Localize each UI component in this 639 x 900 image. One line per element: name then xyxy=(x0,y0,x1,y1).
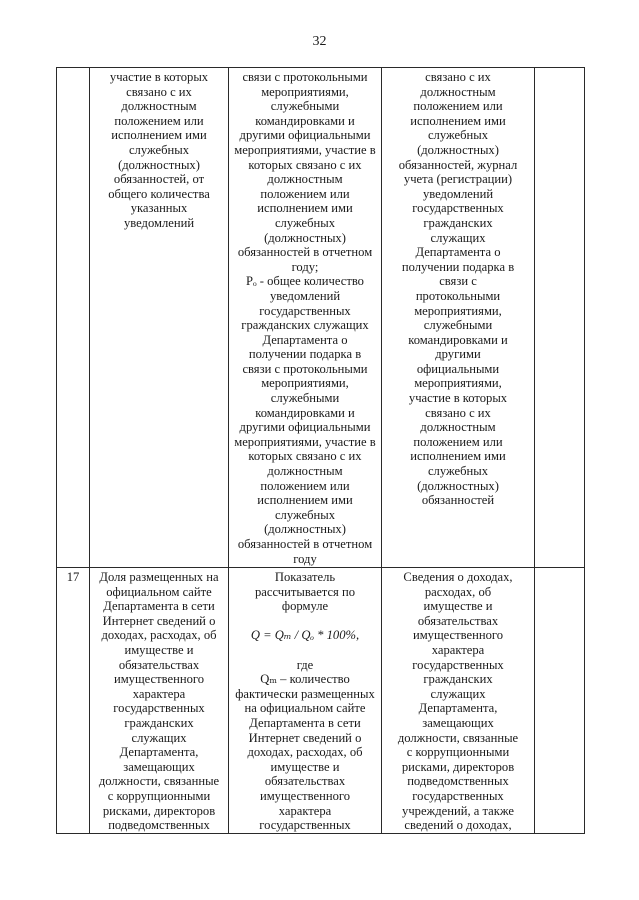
text-line: общего количества xyxy=(108,186,210,201)
text-line: указанных xyxy=(130,201,188,216)
row-number-cell xyxy=(57,568,90,834)
text-line: Департамента в сети xyxy=(103,599,215,614)
text-line: служебных xyxy=(274,215,336,230)
text-line: доходах, расходах, об xyxy=(101,628,217,643)
text-line: мероприятиями, участие в xyxy=(234,434,376,449)
text-line: замещающих xyxy=(422,715,494,730)
text-line: имущественного xyxy=(412,628,504,643)
data-source-cell xyxy=(382,568,535,834)
calculation-method-text xyxy=(229,68,381,566)
text-line: получении подарка в xyxy=(248,347,362,362)
text-line: гражданских xyxy=(423,672,493,687)
text-line: учета (регистрации) xyxy=(403,172,513,187)
text-line: командировками и xyxy=(408,332,508,347)
indicator-name-text xyxy=(90,568,228,833)
text-line: Департамента о xyxy=(415,245,501,260)
text-line: Департамента, xyxy=(119,745,199,760)
text-line: другими официальными xyxy=(239,420,371,435)
calculation-method-cell xyxy=(229,68,382,568)
text-line: исполнением ими xyxy=(257,493,353,508)
text-line: которых связано с их xyxy=(248,449,362,464)
text-line: гражданских xyxy=(124,715,194,730)
text-line: году xyxy=(293,551,317,566)
text-line: исполнением ими xyxy=(410,449,506,464)
text-line: государственных xyxy=(412,201,504,216)
text-line: должностным xyxy=(267,464,343,479)
text-line: служебными xyxy=(270,391,340,406)
text-line: обязанностей в отчетном xyxy=(237,245,373,260)
text-line: имущественного xyxy=(259,788,351,803)
indicator-name-cell xyxy=(90,568,229,834)
indicator-name-text xyxy=(90,68,228,231)
text-line: другими официальными xyxy=(239,128,371,143)
text-line: Департамента в сети xyxy=(249,715,361,730)
text-line: доходах, расходах, об xyxy=(247,745,363,760)
text-line: служебных xyxy=(427,128,489,143)
text-line: (должностных) xyxy=(264,522,346,537)
data-source-text xyxy=(382,68,534,508)
text-line: связи с протокольными xyxy=(242,70,368,84)
text-line: должности, связанные xyxy=(98,774,220,789)
text-line: связано с их xyxy=(425,70,491,84)
indicator-table xyxy=(56,67,585,834)
text-line: должностным xyxy=(420,420,496,435)
text-line: должностным xyxy=(121,99,197,114)
text-line: году; xyxy=(291,259,319,274)
text-line: связано с их xyxy=(425,405,491,420)
text-line: участие в которых xyxy=(408,391,508,406)
text-line: обязанностей, журнал xyxy=(398,157,518,172)
table-row xyxy=(57,68,585,568)
text-line: служебных xyxy=(427,464,489,479)
text-line: уведомлений xyxy=(269,288,341,303)
text-line: учреждений, а также xyxy=(402,803,514,818)
text-line: положением или xyxy=(114,113,204,128)
text-line: связи с xyxy=(439,274,477,289)
text-line: исполнением ими xyxy=(257,201,353,216)
text-line: где xyxy=(296,657,314,672)
text-line: исполнением ими xyxy=(111,128,207,143)
text-line: уведомлений xyxy=(422,186,494,201)
text-line: государственных xyxy=(113,701,205,716)
text-line: должностным xyxy=(420,84,496,99)
text-line: официальными xyxy=(416,361,500,376)
text-line: положением или xyxy=(260,478,350,493)
text-line: расходах, об xyxy=(424,584,492,599)
notes-cell xyxy=(535,568,585,834)
text-line: Доля размещенных на xyxy=(99,570,219,584)
text-line: замещающих xyxy=(123,759,195,774)
text-line: мероприятиями, xyxy=(261,84,349,99)
text-line: командировками и xyxy=(255,405,355,420)
text-line: Q = Qₘ / Qₒ * 100%, xyxy=(250,628,360,643)
text-line: рисками, директоров xyxy=(401,759,515,774)
text-line: (должностных) xyxy=(417,142,499,157)
text-line: служебных xyxy=(274,507,336,522)
data-source-cell xyxy=(382,68,535,568)
row-number: 17 xyxy=(66,570,80,584)
text-line: Qₘ – количество xyxy=(260,672,350,687)
text-line: государственных xyxy=(412,788,504,803)
text-line: подведомственных xyxy=(407,774,509,789)
calculation-method-cell xyxy=(229,568,382,834)
text-line: Интернет сведений о xyxy=(102,613,216,628)
text-line: другими xyxy=(435,347,481,362)
text-line: служебных xyxy=(128,142,190,157)
text-line: государственных xyxy=(259,818,351,833)
text-line: которых связано с их xyxy=(248,157,362,172)
text-line: участие в которых xyxy=(109,70,209,84)
text-line: мероприятиями, xyxy=(414,303,502,318)
text-line: на официальном сайте xyxy=(244,701,366,716)
text-line: обязанностей, от xyxy=(113,172,205,187)
text-line: связи с протокольными xyxy=(242,361,368,376)
text-line xyxy=(233,614,377,629)
table-row xyxy=(57,568,585,834)
text-line: связано с их xyxy=(126,84,192,99)
text-line: гражданских xyxy=(423,215,493,230)
text-line: имуществе и xyxy=(270,759,340,774)
text-line: обязательствах xyxy=(264,774,346,789)
text-line: официальном сайте xyxy=(106,584,212,599)
text-line: положением или xyxy=(413,434,503,449)
text-line: Департамента, xyxy=(418,701,498,716)
text-line: Показатель xyxy=(274,570,336,584)
text-line: (должностных) xyxy=(264,230,346,245)
text-line: государственных xyxy=(259,303,351,318)
text-line: Сведения о доходах, xyxy=(403,570,513,584)
calculation-method-text xyxy=(229,568,381,833)
text-line: Pₒ - общее количество xyxy=(246,274,364,289)
text-line: исполнением ими xyxy=(410,113,506,128)
text-line: рисками, директоров xyxy=(102,803,216,818)
text-line: должности, связанные xyxy=(397,730,519,745)
text-line: (должностных) xyxy=(417,478,499,493)
text-line: имуществе и xyxy=(423,599,493,614)
text-line: обязательствах xyxy=(417,613,499,628)
text-line: характера xyxy=(132,686,186,701)
text-line: с коррупционными xyxy=(406,745,510,760)
data-source-text xyxy=(382,568,534,833)
text-line: служащих xyxy=(131,730,187,745)
text-line: командировками и xyxy=(255,113,355,128)
page-number: 32 xyxy=(312,34,327,49)
indicator-name-cell xyxy=(90,68,229,568)
text-line: сведений о доходах, xyxy=(404,818,512,833)
text-line: обязанностей xyxy=(421,493,495,508)
text-line: рассчитывается по xyxy=(254,584,356,599)
text-line: уведомлений xyxy=(123,215,195,230)
text-line: характера xyxy=(431,642,485,657)
text-line: протокольными xyxy=(415,288,501,303)
text-line: обязательствах xyxy=(118,657,200,672)
text-line: мероприятиями, xyxy=(414,376,502,391)
text-line: гражданских служащих xyxy=(241,318,369,333)
text-line: государственных xyxy=(412,657,504,672)
text-line: характера xyxy=(278,803,332,818)
text-line: Интернет сведений о xyxy=(248,730,362,745)
text-line: служебными xyxy=(270,99,340,114)
text-line: положением или xyxy=(260,186,350,201)
text-line: имуществе и xyxy=(124,642,194,657)
text-line: получении подарка в xyxy=(401,259,515,274)
text-line: мероприятиями, участие в xyxy=(234,142,376,157)
text-line: фактически размещенных xyxy=(235,686,375,701)
text-line: служащих xyxy=(430,686,486,701)
text-line: подведомственных xyxy=(108,818,210,833)
notes-cell xyxy=(535,68,585,568)
text-line: (должностных) xyxy=(118,157,200,172)
text-line: имущественного xyxy=(113,672,205,687)
text-line: должностным xyxy=(267,172,343,187)
text-line xyxy=(233,643,377,658)
row-number-cell xyxy=(57,68,90,568)
text-line: мероприятиями, xyxy=(261,376,349,391)
text-line: Департамента о xyxy=(262,332,348,347)
text-line: формуле xyxy=(281,599,329,614)
text-line: служебными xyxy=(423,318,493,333)
text-line: положением или xyxy=(413,99,503,114)
text-line: служащих xyxy=(430,230,486,245)
text-line: обязанностей в отчетном xyxy=(237,537,373,551)
text-line: с коррупционными xyxy=(107,788,211,803)
